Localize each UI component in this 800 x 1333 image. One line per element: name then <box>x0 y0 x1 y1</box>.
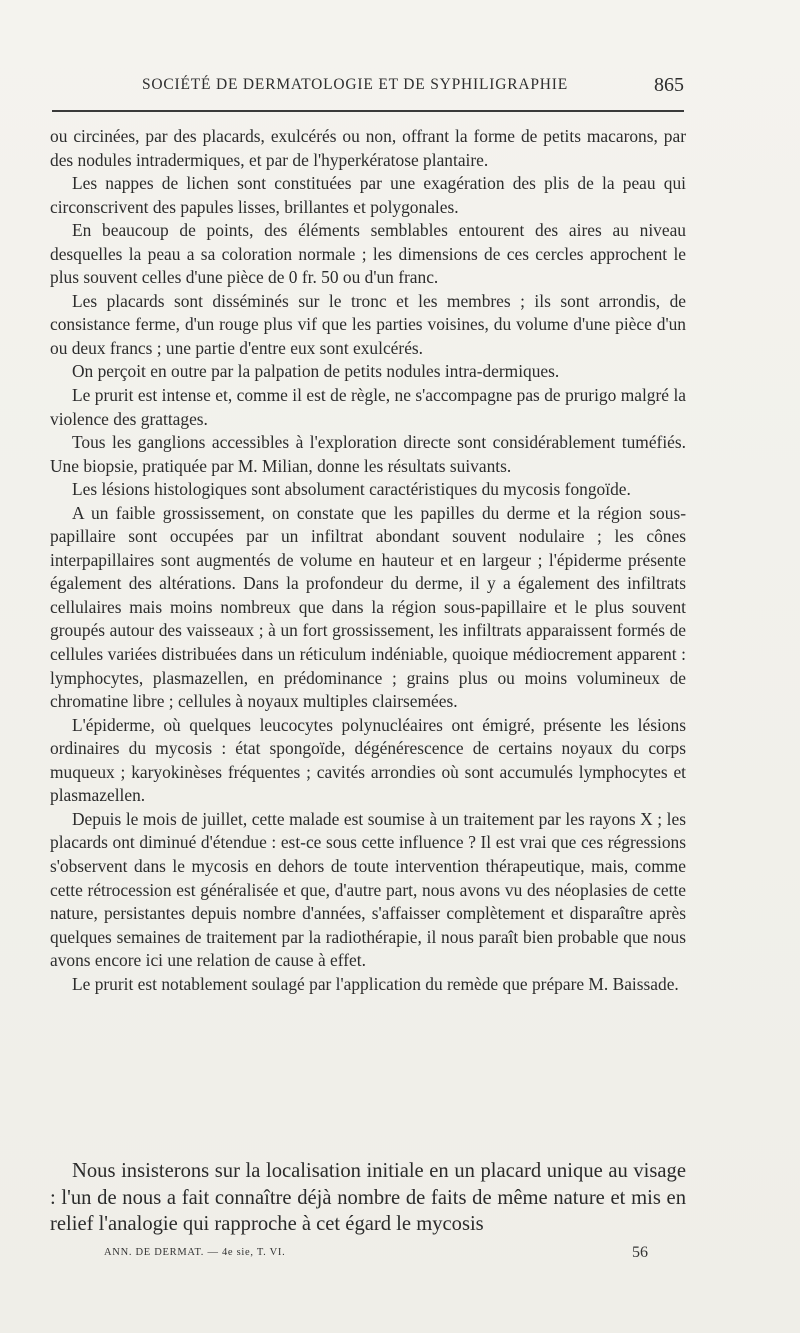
paragraph: L'épiderme, où quelques leucocytes polynucléaires ont émigré, présente les lésions ordinaires du mycosis : état spongoïde, dégénérescence de certains noyaux du corps muqueux ; karyokinèses fréquentes ; cavités arrondies où sont accumulés lymphocytes et plasmazellen. <box>50 714 686 806</box>
paragraph: A un faible grossissement, on constate que les papilles du derme et la région sous-papillaire sont occupées par un infiltrat abondant souvent nodulaire ; les cônes interpapillaires sont augmentés de volume en hauteur et en largeur ; l'épiderme présente également des altérations. Dans la profondeur du derme, il y a également des infiltrats cellulaires mais moins nombreux que dans la région sous-papillaire et le plus souvent groupés autour des vaisseaux ; à un fort grossissement, les infiltrats apparaissent formés de cellules variées distribuées dans un réticulum indéniable, quoique médiocrement apparent : lymphocytes, plasmazellen, en prédominance ; grains plus ou moins volumineux de chromatine libre ; cellules à noyaux multiples clairsemées. <box>50 502 686 712</box>
paragraph: Depuis le mois de juillet, cette malade est soumise à un traitement par les rayons X ; les placards ont diminué d'étendue : est-ce sous cette influence ? Il est vrai que ces régressions s'observent dans le mycosis en dehors de toute intervention thérapeutique, mais, comme cette rétrocession est généralisée et que, d'autre part, nous avons vu des néoplasies de cette nature, persistantes depuis nombre d'années, s'affaisser complètement et disparaître après quelques semaines de traitement par la radiothérapie, il nous paraît bien probable que nous avons encore ici une relation de cause à effet. <box>50 808 686 971</box>
running-head <box>52 74 684 100</box>
large-paragraph: Nous insisterons sur la localisation initiale en un placard unique au visage : l'un de nous a fait connaître déjà nombre de faits de même nature et mis en relief l'analogie qui rapproche à cet égard le mycosis <box>50 1160 686 1235</box>
signature-number: 56 <box>632 1244 648 1261</box>
paragraph: Les placards sont disséminés sur le tronc et les membres ; ils sont arrondis, de consistance ferme, d'un rouge plus vif que les parties voisines, du volume d'une pièce d'un ou deux francs ; une partie d'entre eux sont exulcérés. <box>50 290 686 358</box>
footer <box>104 1244 648 1266</box>
body-text <box>50 125 686 996</box>
page-number: 865 <box>654 74 684 96</box>
paragraph: Les nappes de lichen sont constituées par une exagération des plis de la peau qui circonscrivent des papules lisses, brillantes et polygonales. <box>50 173 686 217</box>
paragraph: Le prurit est notablement soulagé par l'application du remède que prépare M. Baissade. <box>72 973 679 994</box>
paragraph: Le prurit est intense et, comme il est de règle, ne s'accompagne pas de prurigo malgré la violence des grattages. <box>50 385 686 429</box>
running-title: SOCIÉTÉ DE DERMATOLOGIE ET DE SYPHILIGRAPHIE <box>142 76 568 93</box>
large-type-section <box>50 1158 686 1238</box>
header-rule <box>52 110 684 112</box>
paragraph: Les lésions histologiques sont absolument caractéristiques du mycosis fongoïde. <box>72 479 631 500</box>
paragraph: Tous les ganglions accessibles à l'exploration directe sont considérablement tuméfiés. Une biopsie, pratiquée par M. Milian, donne les résultats suivants. <box>50 432 686 476</box>
paragraph: ou circinées, par des placards, exulcérés ou non, offrant la forme de petits macarons, par des nodules intradermiques, et par de l'hyperkératose plantaire. <box>50 126 686 170</box>
paragraph: En beaucoup de points, des éléments semblables entourent des aires au niveau desquelles la peau a sa coloration normale ; les dimensions de ces cercles approchent le plus souvent celles d'une pièce de 0 fr. 50 ou d'un franc. <box>50 220 686 288</box>
journal-reference: ANN. DE DERMAT. — 4e sie, T. VI. <box>104 1247 286 1258</box>
paragraph: On perçoit en outre par la palpation de petits nodules intra-dermiques. <box>72 361 560 382</box>
